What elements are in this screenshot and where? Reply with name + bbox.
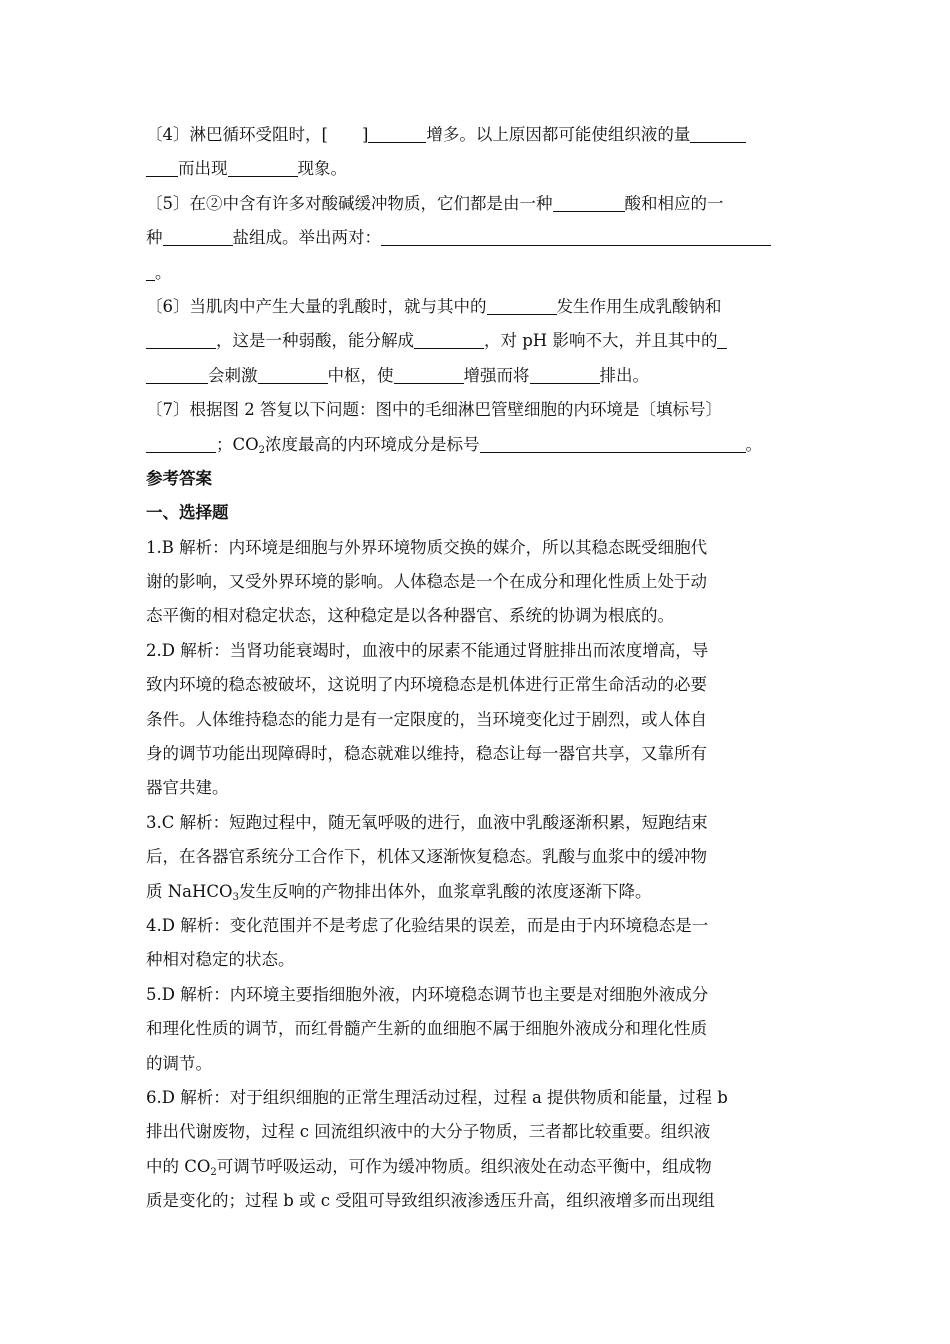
q5-blank-2 [163,227,233,246]
q5-text-5: 。 [155,262,172,282]
answer-2-line-2: 致内环境的稳态被破坏，这说明了内环境稳态是机体进行正常生命活动的必要 [146,675,707,695]
question-7-line-2 [146,428,810,462]
q7-subscript: 2 [258,444,266,456]
question-6-line-3 [146,359,810,393]
q6-text-3: ，这是一种弱酸，能分解成 [216,331,414,351]
q4-text-5: 现象。 [297,159,347,179]
answer-6-line-3-text-b: 可调节呼吸运动，可作为缓冲物质。组织液处在动态平衡中，组成物 [216,1156,712,1176]
q6-blank-7 [530,365,600,384]
q7-text-2: ；CO [216,434,259,454]
q4-blank-2b [146,158,178,177]
answer-6-line-4: 质是变化的；过程 b 或 c 受阻可导致组织液渗透压升高，组织液增多而出现组 [146,1191,715,1211]
q4-blank-2a [690,124,746,143]
q6-blank-5 [258,365,328,384]
answer-1-line-2: 谢的影响，又受外界环境的影响。人体稳态是一个在成分和理化性质上处于动 [146,572,707,592]
q4-text-2: ] [361,125,369,144]
question-5-line-2 [146,221,810,255]
question-5-line-1 [146,187,810,221]
q7-text-3: 浓度最高的内环境成分是标号 [265,434,480,454]
answer-2-line-3: 条件。人体维持稳态的能力是有一定限度的，当环境变化过于剧烈，或人体自 [146,709,707,729]
answer-1-line-1: 1.B 解析：内环境是细胞与外界环境物质交换的媒介，所以其稳态既受细胞代 [146,537,708,557]
q5-text-3: 种 [146,228,163,248]
answer-3-line-3-text-b: 发生反响的产物排出体外，血浆章乳酸的浓度逐渐下降。 [238,881,652,901]
q6-text-5: 会刺激 [208,365,258,385]
answer-2-line-1: 2.D 解析：当肾功能衰竭时，血液中的尿素不能通过肾脏排出而浓度增高，导 [146,640,709,660]
q6-blank-2 [146,330,216,349]
q6-text-4: ，对 pH 影响不大，并且其中的 [484,331,718,351]
q7-blank-2 [480,434,746,453]
answer-3-line-3-text-a: 质 NaHCO [146,881,233,901]
q7-text-1: 〔7〕根据图 2 答复以下问题：图中的毛细淋巴管壁细胞的内环境是〔填标号〕 [146,400,722,420]
answer-6-line-2: 排出代谢废物，过程 c 回流组织液中的大分子物质，三者都比较重要。组织液 [146,1122,711,1142]
q6-blank-6 [394,365,464,384]
answer-3-subscript: 3 [232,891,239,903]
answer-6-subscript: 2 [210,1166,217,1178]
q5-blank-3a [381,227,771,246]
question-7-line-1 [146,393,810,427]
answer-2-line-4: 身的调节功能出现障碍时，稳态就难以维持，稳态让每一器官共享，又靠所有 [146,744,707,764]
q6-text-6: 中枢，使 [327,365,394,385]
question-6-line-1 [146,290,810,324]
q6-text-1: 〔6〕当肌肉中产生大量的乳酸时，就与其中的 [146,296,487,316]
q5-blank-3b [146,262,155,281]
q5-text-1: 〔5〕在②中含有许多对酸碱缓冲物质，它们都是由一种 [146,193,553,213]
answer-3-line-1: 3.C 解析：短跑过程中，随无氧呼吸的进行，血液中乳酸逐渐积累，短跑结束 [146,812,708,832]
q4-text-4: 而出现 [178,159,228,179]
q4-text-3: 增多。以上原因都可能使组织液的量 [426,125,691,144]
q7-blank-1 [146,434,216,453]
answer-2-line-5: 器官共建。 [146,778,229,798]
answer-6-line-3 [146,1150,810,1184]
question-6-line-2 [146,324,810,358]
q6-blank-3 [414,330,484,349]
q5-text-4: 盐组成。举出两对： [232,228,381,248]
answer-4-line-2: 种相对稳定的状态。 [146,950,295,970]
q6-blank-4b [146,365,208,384]
answer-5-line-1: 5.D 解析：内环境主要指细胞外液，内环境稳态调节也主要是对细胞外液成分 [146,984,709,1004]
answers-heading: 参考答案 [146,468,212,488]
question-5-line-3 [146,256,810,290]
answer-1-line-3: 态平衡的相对稳定状态，这种稳定是以各种器官、系统的协调为根底的。 [146,606,674,626]
q6-text-7: 增强而将 [463,365,530,385]
q6-blank-4a [717,330,727,349]
section-heading: 一、选择题 [146,503,229,523]
answer-3-line-2: 后，在各器官系统分工合作下，机体又逐渐恢复稳态。乳酸与血浆中的缓冲物 [146,847,707,867]
answer-3-line-3 [146,875,810,909]
q5-blank-1 [553,193,625,212]
question-4-line-2 [146,152,810,186]
answer-5-line-2: 和理化性质的调节，而红骨髓产生新的血细胞不属于细胞外液成分和理化性质 [146,1019,707,1039]
q6-text-2: 发生作用生成乳酸钠和 [556,296,722,316]
answer-5-line-3: 的调节。 [146,1053,212,1073]
question-4-line-1 [146,118,810,152]
answer-4-line-1: 4.D 解析：变化范围并不是考虑了化验结果的误差，而是由于内环境稳态是一 [146,915,709,935]
answer-6-line-1: 6.D 解析：对于组织细胞的正常生理活动过程，过程 a 提供物质和能量，过程 b [146,1087,728,1107]
answer-6-line-3-text-a: 中的 CO [146,1156,211,1176]
q5-text-2: 酸和相应的一 [624,193,724,213]
q4-text-1: 〔4〕淋巴循环受阻时，[ [146,125,328,144]
q4-blank-1 [368,124,426,143]
document-page [146,118,810,1219]
q4-blank-3 [228,158,298,177]
q6-text-8: 排出。 [599,365,649,385]
q7-text-4: 。 [745,434,763,454]
q6-blank-1 [487,296,557,315]
